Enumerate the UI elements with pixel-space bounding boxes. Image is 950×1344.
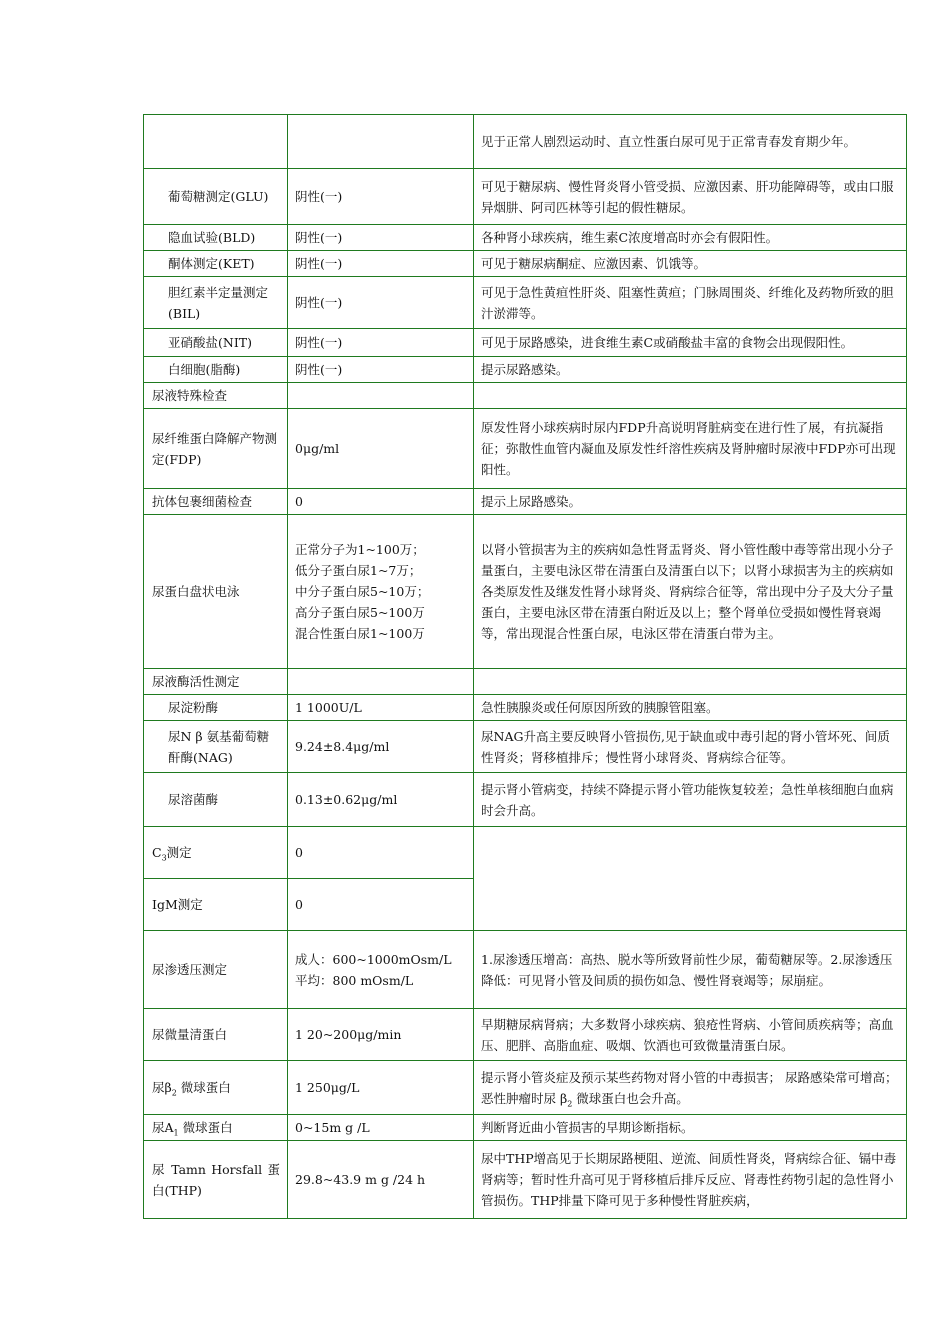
section-title: 尿液酶活性测定 [144, 669, 288, 695]
table-row [144, 1115, 907, 1141]
test-name-cell: 尿蛋白盘状电泳 [144, 515, 288, 669]
table-row [144, 773, 907, 827]
table-row [144, 721, 907, 773]
clinical-note-cell: 尿NAG升高主要反映肾小管损伤,见于缺血或中毒引起的肾小管坏死、间质性肾炎；肾移植排斥；慢性肾小球肾炎、肾病综合征等。 [474, 721, 907, 773]
table-row [144, 329, 907, 357]
reference-value-cell: 阴性(一) [288, 357, 474, 383]
reference-value-cell: 1 20~200μg/min [288, 1009, 474, 1061]
clinical-note-cell: 见于正常人剧烈运动时、直立性蛋白尿可见于正常青春发育期少年。 [474, 115, 907, 169]
clinical-note-cell: 可见于糖尿病、慢性肾炎肾小管受损、应激因素、肝功能障碍等，或由口服异烟肼、阿司匹林等引起的假性糖尿。 [474, 169, 907, 225]
clinical-note-cell: 尿中THP增高见于长期尿路梗阻、逆流、间质性肾炎，肾病综合征、镉中毒肾病等；暂时性升高可见于肾移植后排斥反应、肾毒性药物引起的急性肾小管损伤。THP排量下降可见于多种慢性肾脏疾病， [474, 1141, 907, 1219]
table-row [144, 515, 907, 669]
reference-value-cell: 29.8~43.9 m g /24 h [288, 1141, 474, 1219]
clinical-note-cell: 以肾小管损害为主的疾病如急性肾盂肾炎、肾小管性酸中毒等常出现小分子量蛋白，主要电泳区带在清蛋白及清蛋白以下；以肾小球损害为主的疾病如各类原发性及继发性肾小球肾炎、肾病综合征等，常出现中分子及大分子量蛋白，主要电泳区带在清蛋白附近及以上；整个肾单位受损如慢性肾衰竭等，常出现混合性蛋白尿，电泳区带在清蛋白带为主。 [474, 515, 907, 669]
reference-value-cell: 0 [288, 879, 474, 931]
clinical-note-cell: 提示肾小管病变，持续不降提示肾小管功能恢复较差；急性单核细胞白血病时会升高。 [474, 773, 907, 827]
clinical-note-cell: 提示肾小管炎症及预示某些药物对肾小管的中毒损害； 尿路感染常可增高；恶性肿瘤时尿 $\beta_2$ 微球蛋白也会升高。 [474, 1061, 907, 1115]
table-row [144, 1141, 907, 1219]
test-name-cell: 尿纤维蛋白降解产物测定(FDP) [144, 409, 288, 489]
value-line: 正常分子为1~100万； [295, 542, 425, 557]
test-name-cell: 尿微量清蛋白 [144, 1009, 288, 1061]
test-name-cell: 葡萄糖测定(GLU) [144, 169, 288, 225]
test-name-cell: 胆红素半定量测定(BIL) [144, 277, 288, 329]
section-title: 尿液特殊检查 [144, 383, 288, 409]
table-row [144, 277, 907, 329]
clinical-note-cell [474, 669, 907, 695]
reference-value-cell: 阴性(一) [288, 329, 474, 357]
clinical-note-cell-empty [474, 827, 907, 931]
test-name-cell: 尿渗透压测定 [144, 931, 288, 1009]
table-row [144, 1009, 907, 1061]
clinical-note-cell: 可见于急性黄疸性肝炎、阻塞性黄疸；门脉周围炎、纤维化及药物所致的胆汁淤滞等。 [474, 277, 907, 329]
reference-value-cell: 阴性(一) [288, 225, 474, 251]
test-name-cell: 尿$A_1$ 微球蛋白 [144, 1115, 288, 1141]
table-row [144, 1061, 907, 1115]
reference-value-cell: 0.13±0.62μg/ml [288, 773, 474, 827]
reference-value-cell: 0μg/ml [288, 409, 474, 489]
reference-value-cell [288, 383, 474, 409]
test-name-cell: 酮体测定(KET) [144, 251, 288, 277]
reference-value-cell [288, 931, 474, 1009]
reference-value-cell [288, 515, 474, 669]
table-row [144, 115, 907, 169]
test-name-cell: 尿N β 氨基葡萄糖酐酶(NAG) [144, 721, 288, 773]
table-row [144, 827, 907, 879]
test-name-cell: 尿 Tamn Horsfall 蛋白(THP) [144, 1141, 288, 1219]
clinical-note-cell: 原发性肾小球疾病时尿内FDP升高说明肾脏病变在进行性了展，有抗凝指征；弥散性血管内凝血及原发性纤溶性疾病及肾肿瘤时尿液中FDP亦可出现阳性。 [474, 409, 907, 489]
reference-value-cell: 9.24±8.4μg/ml [288, 721, 474, 773]
reference-value-cell: 0 [288, 489, 474, 515]
test-name-cell: 尿淀粉酶 [144, 695, 288, 721]
table-row [144, 409, 907, 489]
value-line: 成人：600~1000mOsm/L [295, 951, 452, 967]
test-name-cell: IgM测定 [144, 879, 288, 931]
value-line: 混合性蛋白尿1~100万 [295, 626, 425, 641]
value-line: 高分子蛋白尿5~100万 [295, 605, 425, 620]
reference-value-cell: 1 250μg/L [288, 1061, 474, 1115]
clinical-note-cell: 1.尿渗透压增高：高热、脱水等所致肾前性少尿，葡萄糖尿等。2.尿渗透压降低：可见肾小管及间质的损伤如急、慢性肾衰竭等；尿崩症。 [474, 931, 907, 1009]
test-name-cell: 尿$\beta_2$ 微球蛋白 [144, 1061, 288, 1115]
table-row [144, 489, 907, 515]
reference-value-cell [288, 669, 474, 695]
test-reference-table [143, 114, 907, 1219]
table-row [144, 169, 907, 225]
test-name-cell: 隐血试验(BLD) [144, 225, 288, 251]
value-line: 平均：800 mOsm/L [295, 972, 414, 988]
value-line: 低分子蛋白尿1~7万； [295, 563, 422, 578]
reference-value-cell [288, 115, 474, 169]
reference-value-cell: 阴性(一) [288, 277, 474, 329]
test-name-cell: 白细胞(脂酶) [144, 357, 288, 383]
test-name-cell: 抗体包裹细菌检查 [144, 489, 288, 515]
clinical-note-cell: 提示上尿路感染。 [474, 489, 907, 515]
table-row [144, 695, 907, 721]
test-name-cell [144, 115, 288, 169]
reference-value-cell: 阴性(一) [288, 251, 474, 277]
value-line: 中分子蛋白尿5~10万； [295, 584, 430, 599]
test-name-cell: 尿溶菌酶 [144, 773, 288, 827]
clinical-note-cell [474, 383, 907, 409]
clinical-note-cell: 判断肾近曲小管损害的早期诊断指标。 [474, 1115, 907, 1141]
reference-value-cell: 1 1000U/L [288, 695, 474, 721]
table-row [144, 225, 907, 251]
reference-value-cell: 0 [288, 827, 474, 879]
clinical-note-cell: 急性胰腺炎或任何原因所致的胰腺管阻塞。 [474, 695, 907, 721]
table-row [144, 357, 907, 383]
table-row [144, 931, 907, 1009]
test-name-cell: $C_3$测定 [144, 827, 288, 879]
clinical-note-cell: 各种肾小球疾病，维生素C浓度增高时亦会有假阳性。 [474, 225, 907, 251]
section-header-row [144, 383, 907, 409]
clinical-note-cell: 可见于尿路感染，进食维生素C或硝酸盐丰富的食物会出现假阳性。 [474, 329, 907, 357]
reference-value-cell: 阴性(一) [288, 169, 474, 225]
clinical-note-cell: 可见于糖尿病酮症、应激因素、饥饿等。 [474, 251, 907, 277]
test-name-cell: 亚硝酸盐(NIT) [144, 329, 288, 357]
table-row [144, 251, 907, 277]
reference-value-cell: 0~15m g /L [288, 1115, 474, 1141]
section-header-row [144, 669, 907, 695]
clinical-note-cell: 提示尿路感染。 [474, 357, 907, 383]
clinical-note-cell: 早期糖尿病肾病；大多数肾小球疾病、狼疮性肾病、小管间质疾病等；高血压、肥胖、高脂血症、吸烟、饮酒也可致微量清蛋白尿。 [474, 1009, 907, 1061]
